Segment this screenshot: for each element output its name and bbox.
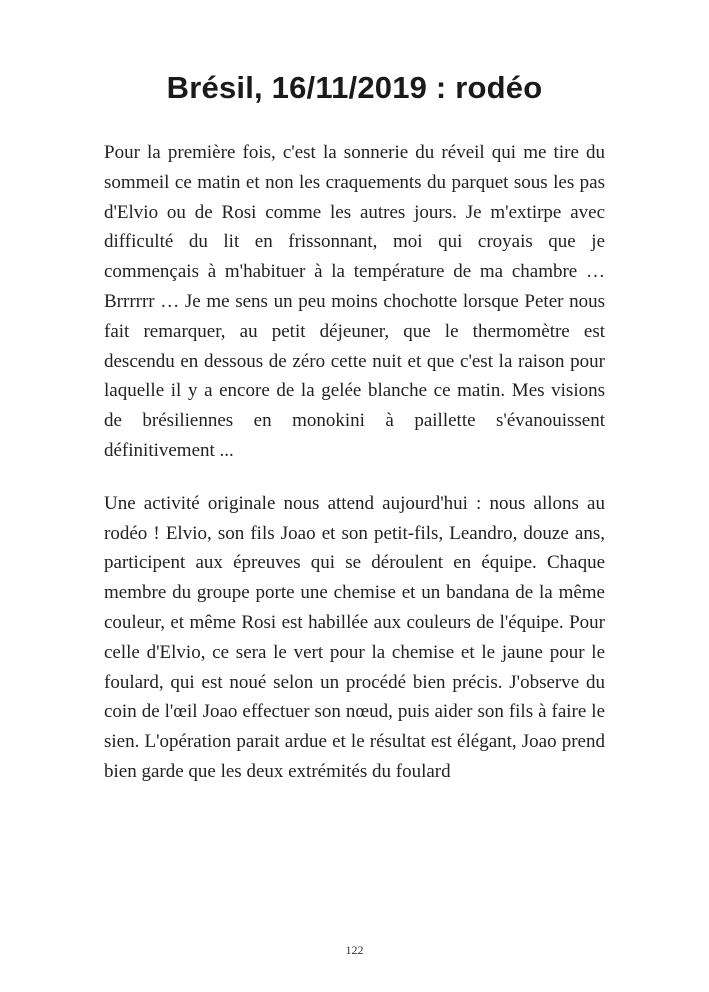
page-title: Brésil, 16/11/2019 : rodéo (166, 70, 543, 105)
page-number: 122 (345, 943, 364, 957)
paragraph-1: Pour la première fois, c'est la sonnerie du réveil qui me tire du sommeil ce matin et non les craquements du parquet sous les pas d'Elvio ou de Rosi comme les autres jours. Je m'extirpe avec difficulté du lit en frissonnant, moi qui croyais que je commençais à m'habituer à la température de ma chambre … Brrrrrr … Je me sens un peu moins chochotte lorsque Peter nous fait remarquer, au petit déjeuner, que le thermomètre est descendu en dessous de zéro cette nuit et que c'est la raison pour laquelle il y a encore de la gelée blanche ce matin. Mes visions de brésiliennes en monokini à paillette s'évanouissent définitivement ... (104, 142, 605, 461)
paragraph-2: Une activité originale nous attend aujourd'hui : nous allons au rodéo ! Elvio, son fils Joao et son petit-fils, Leandro, douze ans, participent aux épreuves qui se déroulent en équipe. Chaque membre du groupe porte une chemise et un bandana de la même couleur, et même Rosi est habillée aux couleurs de l'équipe. Pour celle d'Elvio, ce sera le vert pour la chemise et le jaune pour le foulard, qui est noué selon un procédé bien précis. J'observe du coin de l'œil Joao effectuer son nœud, puis aider son fils à faire le sien. L'opération parait ardue et le résultat est élégant, Joao prend bien garde que les deux extrémités du foulard (104, 492, 605, 782)
